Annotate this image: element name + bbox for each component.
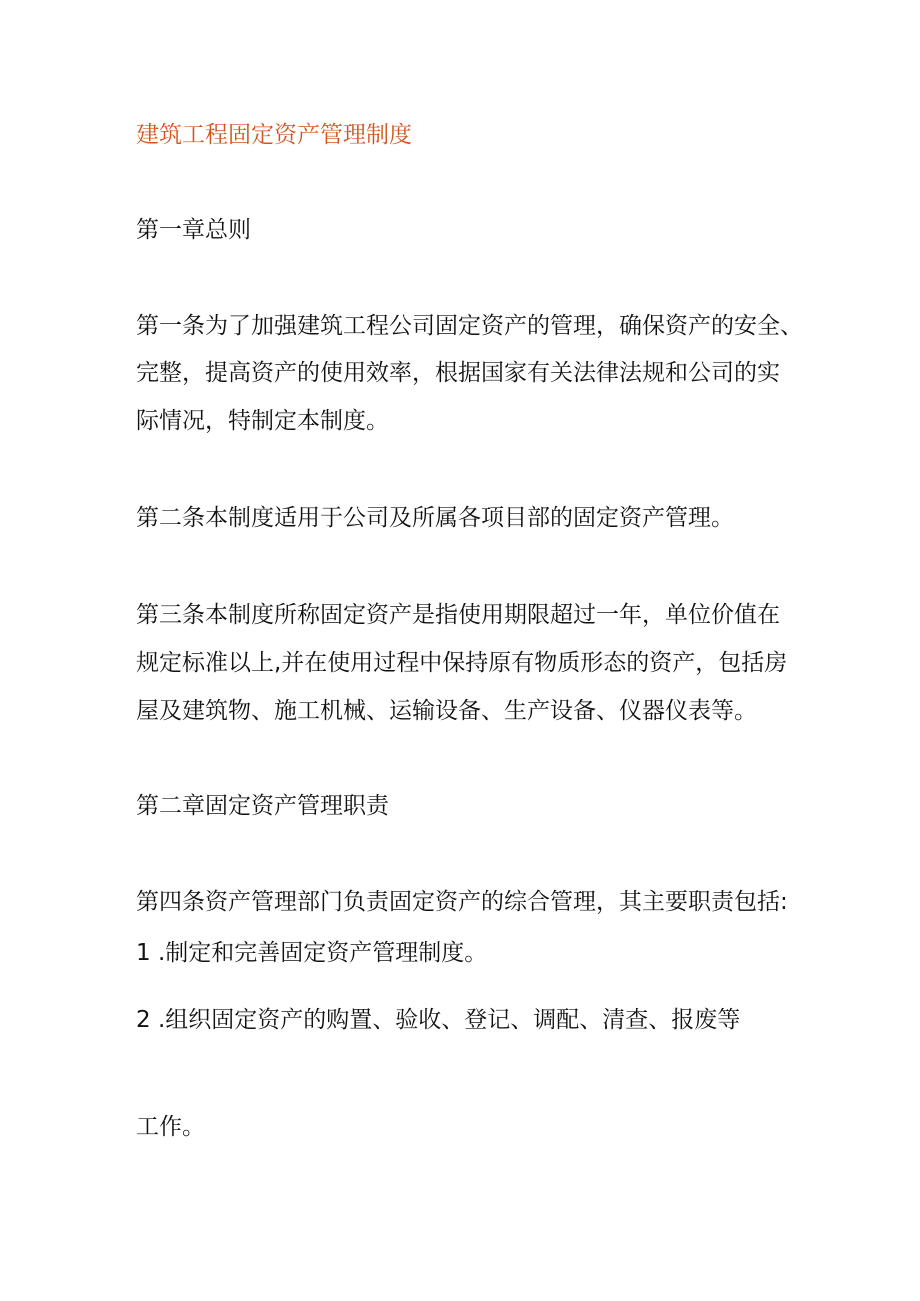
article-1-line-1: 第一条为了加强建筑工程公司固定资产的管理，确保资产的安全、 [136, 313, 803, 339]
article-2: 第二条本制度适用于公司及所属各项目部的固定资产管理。 [136, 505, 734, 531]
article-1-line-2: 完整，提高资产的使用效率，根据国家有关法律法规和公司的实 [136, 360, 780, 386]
list-item-2-continuation: 工作。 [136, 1114, 205, 1140]
document-title: 建筑工程固定资产管理制度 [136, 122, 412, 148]
list-item-2: 2 .组织固定资产的购置、验收、登记、调配、清查、报废等 [136, 1007, 741, 1033]
chapter-2-heading: 第二章固定资产管理职责 [136, 793, 389, 819]
article-3-line-1: 第三条本制度所称固定资产是指使用期限超过一年，单位价值在 [136, 602, 780, 628]
article-4: 第四条资产管理部门负责固定资产的综合管理，其主要职责包括: [136, 889, 788, 915]
chapter-1-heading: 第一章总则 [136, 217, 251, 243]
list-item-1: 1 .制定和完善固定资产管理制度。 [136, 940, 488, 966]
article-3-line-3: 屋及建筑物、施工机械、运输设备、生产设备、仪器仪表等。 [136, 698, 757, 724]
article-3-line-2: 规定标准以上,并在使用过程中保持原有物质形态的资产，包括房 [136, 650, 788, 676]
article-1-line-3: 际情况，特制定本制度。 [136, 408, 389, 434]
